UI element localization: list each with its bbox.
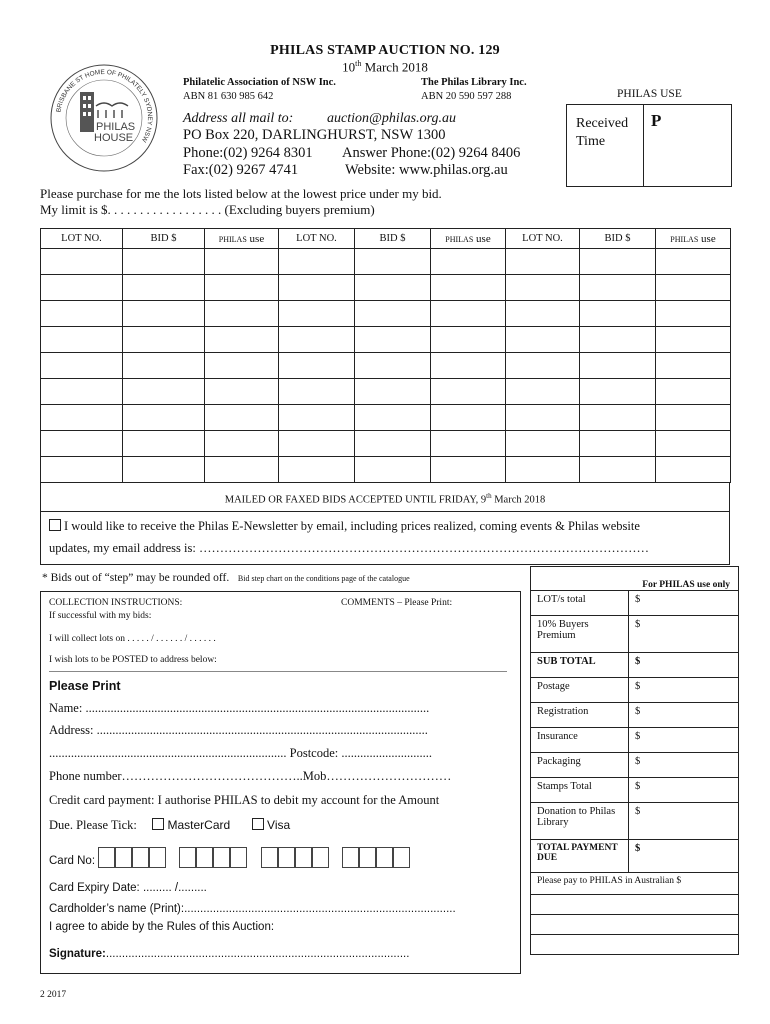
collection-divider (49, 671, 507, 672)
bid-cell[interactable] (355, 327, 431, 353)
donation-value[interactable]: $ (629, 803, 739, 840)
philas-use-header: PHILAS use (656, 229, 731, 249)
lot-no-cell[interactable] (506, 275, 580, 301)
sub-total-value[interactable]: $ (629, 653, 739, 678)
philas-use-cell (656, 379, 731, 405)
philas-use-cell (656, 431, 731, 457)
postage-label: Postage (531, 678, 629, 703)
collect-date-field[interactable]: I will collect lots on . . . . . / . . . . . . / . . . . . . (49, 634, 216, 644)
philas-use-cell (205, 379, 279, 405)
philas-blank-row[interactable] (531, 895, 739, 915)
philas-use-cell (431, 379, 506, 405)
due-tick-row: Due. Please Tick: MasterCard Visa (49, 818, 291, 832)
bid-cell[interactable] (580, 457, 656, 483)
lot-no-cell[interactable] (506, 457, 580, 483)
philas-use-cell (205, 353, 279, 379)
philas-use-cell (656, 353, 731, 379)
name-field[interactable]: Name: .............................................................................................................. (49, 701, 430, 715)
philas-house-logo (48, 62, 160, 174)
lot-no-cell[interactable] (506, 379, 580, 405)
bid-header: BID $ (355, 229, 431, 249)
philas-blank-row[interactable] (531, 915, 739, 935)
philas-use-cell (431, 353, 506, 379)
bid-row (41, 353, 731, 379)
philas-use-cell (656, 301, 731, 327)
po-box: PO Box 220, DARLINGHURST, NSW 1300 (183, 127, 446, 143)
lot-no-cell[interactable] (41, 457, 123, 483)
bid-row (41, 457, 731, 483)
org1-abn: ABN 81 630 985 642 (183, 91, 274, 102)
philas-use-cell (431, 275, 506, 301)
philas-use-cell (205, 405, 279, 431)
bid-cell[interactable] (580, 431, 656, 457)
stamps-total-label: Stamps Total (531, 778, 629, 803)
bid-cell[interactable] (123, 327, 205, 353)
lot-no-cell[interactable] (506, 327, 580, 353)
bid-header: BID $ (123, 229, 205, 249)
agree-rules-text: I agree to abide by the Rules of this Auction: (49, 921, 275, 933)
bid-row (41, 379, 731, 405)
collection-heading: COLLECTION INSTRUCTIONS: (49, 598, 183, 608)
mail-label: Address all mail to: (183, 111, 294, 126)
lot-no-cell[interactable] (41, 431, 123, 457)
lot-no-cell[interactable] (279, 405, 355, 431)
answer-phone: Answer Phone:(02) 9264 8406 (342, 145, 521, 161)
total-payment-due-label: TOTAL PAYMENT DUE (531, 840, 629, 873)
lot-no-cell[interactable] (41, 327, 123, 353)
bid-cell[interactable] (355, 431, 431, 457)
bid-cell[interactable] (355, 249, 431, 275)
philas-use-cell (205, 327, 279, 353)
philas-use-letter: P (651, 111, 662, 130)
buyers-premium-label: 10% Buyers Premium (531, 616, 629, 653)
lot-no-cell[interactable] (506, 249, 580, 275)
philas-use-header: PHILAS use (205, 229, 279, 249)
auction-date: 10th March 2018 (342, 59, 428, 75)
lot-no-cell[interactable] (279, 275, 355, 301)
bid-cell[interactable] (355, 275, 431, 301)
philas-blank-row[interactable] (531, 935, 739, 955)
lot-no-cell[interactable] (279, 431, 355, 457)
bid-cell[interactable] (123, 249, 205, 275)
philas-use-cell (656, 405, 731, 431)
newsletter-email-line[interactable]: updates, my email address is: ……………………………………………………………………………………………… (49, 541, 649, 555)
lot-no-cell[interactable] (279, 457, 355, 483)
bid-cell[interactable] (580, 327, 656, 353)
address-field[interactable]: Address: .......................................................................................................... (49, 723, 428, 737)
bid-cell[interactable] (123, 301, 205, 327)
lot-no-cell[interactable] (279, 249, 355, 275)
bid-row (41, 301, 731, 327)
bid-row (41, 327, 731, 353)
lot-no-cell[interactable] (506, 431, 580, 457)
lot-no-cell[interactable] (41, 275, 123, 301)
lot-no-cell[interactable] (506, 405, 580, 431)
philas-use-cell (431, 301, 506, 327)
for-philas-use-header: For PHILAS use only (531, 567, 739, 591)
bid-row (41, 431, 731, 457)
philas-use-cell (431, 405, 506, 431)
newsletter-checkbox[interactable] (49, 519, 61, 531)
philas-use-cell (205, 301, 279, 327)
auction-title: PHILAS STAMP AUCTION NO. 129 (270, 43, 500, 58)
purchase-instruction: Please purchase for me the lots listed below at the lowest price under my bid. (40, 186, 442, 201)
email-address: auction@philas.org.au (327, 111, 457, 126)
limit-instruction: My limit is $. . . . . . . . . . . . . . . . . . (Excluding buyers premium) (40, 202, 375, 217)
philas-use-cell (656, 249, 731, 275)
sub-total-label: SUB TOTAL (531, 653, 629, 678)
comments-heading: COMMENTS – Please Print: (341, 598, 453, 608)
philas-use-cell (431, 249, 506, 275)
packaging-label: Packaging (531, 753, 629, 778)
lot-no-cell[interactable] (506, 301, 580, 327)
logo-ring-text: BRISBANE ST HOME OF PHILATELY SYDNEY NSW (55, 68, 154, 144)
lot-no-header: LOT NO. (41, 229, 123, 249)
stamps-total-value[interactable]: $ (629, 778, 739, 803)
if-successful-text: If successful with my bids: (49, 611, 152, 621)
lot-no-header: LOT NO. (279, 229, 355, 249)
bid-cell[interactable] (580, 405, 656, 431)
pay-note: Please pay to PHILAS in Australian $ (531, 873, 739, 895)
collection-instructions-box (40, 591, 521, 974)
bid-row (41, 405, 731, 431)
lot-no-cell[interactable] (506, 353, 580, 379)
cardholder-name-field[interactable]: Cardholder’s name (Print):..................................................................................... (49, 903, 456, 915)
bid-cell[interactable] (355, 405, 431, 431)
bid-cell[interactable] (355, 379, 431, 405)
bid-table (40, 228, 731, 483)
visa-checkbox[interactable] (252, 818, 264, 830)
insurance-label: Insurance (531, 728, 629, 753)
insurance-value[interactable]: $ (629, 728, 739, 753)
bid-cell[interactable] (580, 353, 656, 379)
org1-name: Philatelic Association of NSW Inc. (183, 77, 336, 88)
lot-no-cell[interactable] (41, 353, 123, 379)
registration-value[interactable]: $ (629, 703, 739, 728)
philas-use-box (566, 104, 732, 187)
bid-row (41, 275, 731, 301)
bid-cell[interactable] (355, 353, 431, 379)
packaging-value[interactable]: $ (629, 753, 739, 778)
website: Website: www.philas.org.au (345, 162, 508, 178)
lot-no-cell[interactable] (41, 379, 123, 405)
org2-name: The Philas Library Inc. (421, 77, 527, 88)
card-expiry-field[interactable]: Card Expiry Date: ......... /......... (49, 882, 207, 894)
lot-no-header: LOT NO. (506, 229, 580, 249)
philas-use-label: PHILAS USE (617, 88, 682, 100)
bid-cell[interactable] (580, 301, 656, 327)
bid-cell[interactable] (123, 353, 205, 379)
newsletter-row (40, 511, 730, 565)
bid-row (41, 249, 731, 275)
mailed-bids-notice: MAILED OR FAXED BIDS ACCEPTED UNTIL FRIDAY, 9th March 2018 (40, 482, 730, 512)
total-payment-due-value[interactable]: $ (629, 840, 739, 873)
phone: Phone:(02) 9264 8301 (183, 145, 313, 161)
registration-label: Registration (531, 703, 629, 728)
philas-use-cell (205, 431, 279, 457)
lot-no-cell[interactable] (41, 249, 123, 275)
philas-use-cell (656, 327, 731, 353)
bid-cell[interactable] (123, 431, 205, 457)
philas-use-cell (205, 457, 279, 483)
bid-cell[interactable] (123, 405, 205, 431)
bid-cell[interactable] (123, 275, 205, 301)
philas-totals-table (530, 566, 739, 955)
lot-no-cell[interactable] (279, 301, 355, 327)
philas-use-cell (431, 327, 506, 353)
bid-cell[interactable] (123, 457, 205, 483)
bid-cell[interactable] (580, 379, 656, 405)
postcode-field[interactable]: ............................................................................ Postcode: ............................. (49, 746, 432, 760)
posted-option: I wish lots to be POSTED to address below: (49, 655, 217, 665)
philas-use-cell (205, 249, 279, 275)
please-print-label: Please Print (49, 679, 121, 693)
lots-total-label: LOT/s total (531, 591, 629, 616)
bid-cell[interactable] (580, 249, 656, 275)
lot-no-cell[interactable] (279, 327, 355, 353)
signature-field[interactable]: Signature:............................................................................................... (49, 948, 410, 960)
mastercard-checkbox[interactable] (152, 818, 164, 830)
philas-use-cell (431, 457, 506, 483)
bid-cell[interactable] (355, 301, 431, 327)
philas-use-header: PHILAS use (431, 229, 506, 249)
credit-card-authorisation: Credit card payment: I authorise PHILAS to debit my account for the Amount (49, 793, 440, 807)
postage-value[interactable]: $ (629, 678, 739, 703)
bid-table-header (41, 229, 731, 249)
bid-header: BID $ (580, 229, 656, 249)
logo-text-house: HOUSE (94, 132, 134, 144)
bid-cell[interactable] (355, 457, 431, 483)
donation-label: Donation to Philas Library (531, 803, 629, 840)
lot-no-cell[interactable] (41, 301, 123, 327)
newsletter-text: I would like to receive the Philas E-Newsletter by email, including prices realized, coming events & Philas website (64, 519, 640, 533)
bids-step-note: * Bids out of “step” may be rounded off. Bid step chart on the conditions page of the catalogue (42, 572, 410, 584)
philas-use-cell (656, 275, 731, 301)
lot-no-cell[interactable] (41, 405, 123, 431)
phone-number-field[interactable]: Phone number……………………………………..Mob………………………… (49, 769, 452, 783)
lot-no-cell[interactable] (279, 379, 355, 405)
buyers-premium-value[interactable]: $ (629, 616, 739, 653)
philas-use-cell (431, 431, 506, 457)
org2-abn: ABN 20 590 597 288 (421, 91, 512, 102)
bid-cell[interactable] (580, 275, 656, 301)
form-code: 2 2017 (40, 990, 67, 1000)
philas-use-cell (205, 275, 279, 301)
card-number-row[interactable]: Card No: (49, 847, 410, 868)
bid-cell[interactable] (123, 379, 205, 405)
logo-text-philas: PHILAS (96, 121, 136, 133)
received-time-label: Received Time (576, 116, 629, 149)
lot-no-cell[interactable] (279, 353, 355, 379)
philas-use-cell (656, 457, 731, 483)
fax: Fax:(02) 9267 4741 (183, 162, 299, 178)
lots-total-value[interactable]: $ (629, 591, 739, 616)
